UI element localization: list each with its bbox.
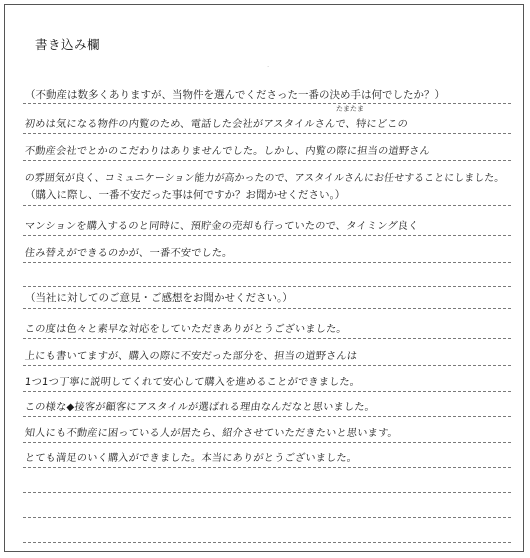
- rule-line: [23, 160, 511, 161]
- rule-line: [23, 103, 511, 104]
- handwritten-line: 初めは気になる物件の内覧のため、電話した会社がアスタイルさんで、特にどこの: [24, 119, 409, 130]
- handwritten-line: 不動産会社でとかのこだわりはありませんでした。しかし、内覧の際に担当の道野さん: [24, 146, 431, 157]
- handwritten-line: この度は色々と素早な対応をしていただきありがとうございました。: [24, 324, 348, 335]
- rule-line: [23, 286, 511, 287]
- rule-line: [23, 391, 511, 392]
- rule-line: [23, 365, 511, 366]
- rule-line: [23, 517, 511, 518]
- comment-sheet: [4, 4, 524, 552]
- question-deciding-factor: （不動産は数多くありますが、当物件を選んでくださった一番の決め手は何でしたか？）: [25, 89, 445, 101]
- handwritten-line: の雰囲気が良く、コミュニケーション能力が高かったので、アスタイルさんにお任せすることにしました。: [24, 173, 505, 184]
- handwritten-line: マンションを購入するのと同時に、預貯金の売却も行っていたので、タイミング良く: [24, 221, 420, 232]
- stray-mark: ·: [267, 63, 270, 71]
- handwritten-line: 1つ1つ丁寧に説明してくれて安心して購入を進めることができました。: [24, 377, 361, 388]
- rule-line: [23, 442, 511, 443]
- rule-line: [23, 467, 511, 468]
- rule-line: [23, 416, 511, 417]
- question-feedback: （当社に対してのご意見・ご感想をお聞かせください。）: [25, 292, 293, 304]
- rule-line: [23, 205, 511, 206]
- sheet-title: 書き込み欄: [35, 37, 101, 52]
- rule-line: [23, 262, 511, 263]
- handwritten-line: この様な◆接客が顧客にアスタイルが選ばれる理由なんだなと思いました。: [24, 402, 376, 413]
- question-biggest-worry: （購入に際し、一番不安だった事は何ですか？お聞かせください。）: [25, 189, 346, 201]
- handwritten-line: とても満足のいく購入ができました。本当にありがとうございました。: [24, 453, 358, 464]
- handwritten-line: 住み替えができるのかが、一番不安でした。: [24, 248, 234, 259]
- ruby-annotation: たまたま: [335, 105, 365, 113]
- rule-line: [23, 235, 511, 236]
- rule-line: [23, 308, 511, 309]
- rule-line: [23, 492, 511, 493]
- rule-line: [23, 338, 511, 339]
- handwritten-line: 上にも書いてますが、購入の際に不安だった部分を、担当の道野さんは: [24, 351, 358, 362]
- rule-line: [23, 133, 511, 134]
- handwritten-line: 知人にも不動産に困っている人が居たら、紹介させていただきたいと思います。: [24, 428, 399, 439]
- rule-line: [23, 542, 511, 543]
